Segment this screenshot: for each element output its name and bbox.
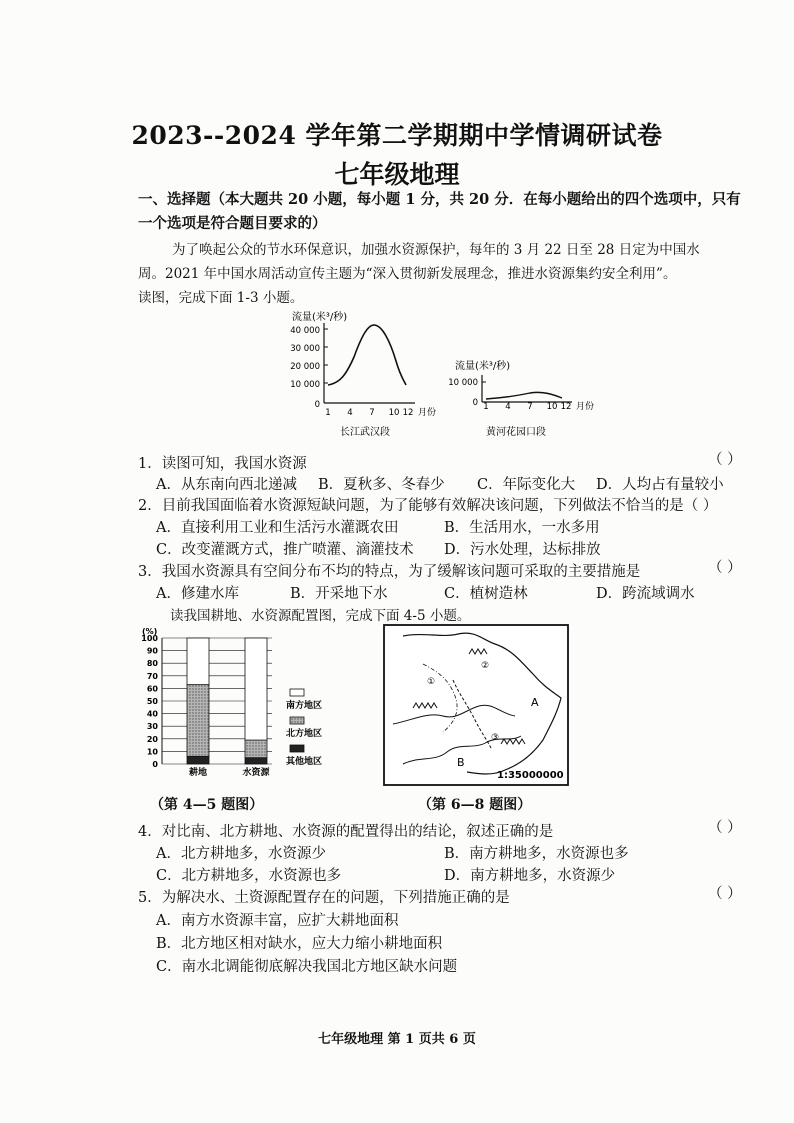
chart-ylabel: (%) [142,627,158,636]
y-tick-label: 90 [146,646,158,656]
q2-option-a: A．直接利用工业和生活污水灌溉农田 [156,520,399,536]
right-xtick-1: 1 [483,402,489,412]
q4-option-b: B．南方耕地多，水资源也多 [444,846,629,862]
x-category-label: 水资源 [242,768,270,778]
q1-answer-paren: （ ） [708,452,742,468]
intro-line3: 读图，完成下面 1-3 小题。 [138,290,304,306]
right-ytick-10000: 10 000 [448,378,478,388]
china-map-figure [383,624,569,786]
right-xtick-7: 7 [527,402,533,412]
right-xtick-4: 4 [505,402,511,412]
map-scale: 1:35000000 [497,770,564,781]
q1-option-c: C．年际变化大 [477,477,576,493]
river-flow-figure [280,305,620,445]
left-xtick-12: 12 [402,408,414,418]
q5-answer-paren: （ ） [708,886,742,902]
land-water-bar-chart [138,625,360,785]
q3-option-a: A．修建水库 [156,586,239,602]
intro-line1: 为了唤起公众的节水环保意识，加强水资源保护，每年的 3 月 22 日至 28 日定为中国水 [172,242,700,258]
caption-fig-6-8: （第 6—8 题图） [418,797,532,813]
yellow-river-flow-curve [486,392,562,399]
left-ylabel: 流量(米³/秒) [292,312,348,323]
legend-swatch [290,689,304,696]
q1-stem: 1．读图可知，我国水资源 [138,456,307,472]
right-ylabel: 流量(米³/秒) [455,361,511,372]
left-xtick-7: 7 [369,408,375,418]
map-label-a: A [531,696,539,709]
exam-subtitle: 七年级地理 [334,160,460,189]
left-ytick-30000: 30 000 [290,344,320,354]
q3-stem: 3．我国水资源具有空间分布不均的特点，为了缓解该问题可采取的主要措施是 [138,564,641,580]
y-tick-label: 40 [146,709,158,719]
bar-segment [245,740,267,758]
left-ytick-0: 0 [314,400,320,410]
y-tick-label: 70 [146,671,158,681]
map-marker-1: ① [427,677,436,687]
map-label-b: B [457,756,465,769]
bar-segment [245,638,267,740]
y-tick-label: 100 [141,634,158,643]
q2-option-d: D．污水处理，达标排放 [444,542,601,558]
q3-answer-paren: （ ） [708,560,742,576]
y-tick-label: 10 [146,747,158,757]
exam-title: 2023--2024 学年第二学期期中学情调研试卷 [131,121,663,150]
bar-segment [187,756,209,764]
q1-option-d: D．人均占有量较小 [596,477,724,493]
y-tick-label: 50 [146,697,158,706]
x-category-label: 耕地 [188,768,208,778]
q5-option-c: C．南水北调能彻底解决我国北方地区缺水问题 [156,959,458,975]
q5-option-b: B．北方地区相对缺水，应大力缩小耕地面积 [156,936,443,952]
left-xtick-4: 4 [347,408,353,418]
q1-option-a: A．从东南向西北递减 [156,477,297,493]
q1-option-b: B．夏秋多、冬春少 [318,477,445,493]
legend-swatch [290,717,304,724]
right-xtick-12: 12 [560,402,572,412]
read-instruction-2: 读我国耕地、水资源配置图，完成下面 4-5 小题。 [170,608,471,624]
q2-stem: 2．目前我国面临着水资源短缺问题，为了能够有效解决该问题，下列做法不恰当的是（ ） [138,498,718,514]
y-tick-label: 60 [146,684,158,694]
right-ytick-0: 0 [472,398,478,408]
left-ytick-40000: 40 000 [290,326,320,336]
q3-option-d: D．跨流域调水 [596,586,695,602]
right-caption: 黄河花园口段 [486,427,546,438]
legend-label: 南方地区 [286,701,323,711]
y-tick-label: 30 [146,722,158,732]
section-heading-line2: 一个选项是符合题目要求的） [138,215,327,232]
bar-segment [187,685,209,757]
map-marker-3: ③ [491,733,500,743]
left-ytick-10000: 10 000 [290,380,320,390]
bar-segment [187,638,209,685]
yangtze-flow-curve [328,325,406,385]
legend-swatch [290,745,304,752]
q5-stem: 5．为解决水、土资源配置存在的问题，下列措施正确的是 [138,890,510,906]
legend-label: 其他地区 [286,757,323,767]
q4-stem: 4．对比南、北方耕地、水资源的配置得出的结论，叙述正确的是 [138,824,554,840]
bar-segment [245,758,267,764]
q5-option-a: A．南方水资源丰富，应扩大耕地面积 [156,913,399,929]
q4-option-a: A．北方耕地多，水资源少 [156,846,326,862]
y-tick-label: 20 [146,734,158,744]
q4-option-d: D．南方耕地多，水资源少 [444,868,616,884]
left-caption: 长江武汉段 [340,427,390,438]
left-xtick-1: 1 [325,408,331,418]
intro-line2: 周。2021 年中国水周活动宣传主题为“深入贯彻新发展理念，推进水资源集约安全利用”。 [138,266,677,282]
q2-option-b: B．生活用水，一水多用 [444,520,600,536]
left-ytick-20000: 20 000 [290,362,320,372]
right-xunit: 月份 [576,402,595,412]
y-tick-label: 0 [152,760,158,769]
map-marker-2: ② [481,661,490,671]
left-xtick-10: 10 [388,408,400,418]
q4-answer-paren: （ ） [708,820,742,836]
section-heading-line1: 一、选择题（本大题共 20 小题，每小题 1 分，共 20 分．在每小题给出的四个选项中，只有 [138,191,741,208]
q3-option-c: C．植树造林 [444,586,528,602]
q4-option-c: C．北方耕地多，水资源也多 [156,868,342,884]
legend-label: 北方地区 [286,729,323,739]
q2-option-c: C．改变灌溉方式，推广喷灌、滴灌技术 [156,542,414,558]
page-footer: 七年级地理 第 1 页共 6 页 [318,1032,476,1047]
y-tick-label: 80 [146,659,158,669]
right-xtick-10: 10 [546,402,558,412]
left-xunit: 月份 [418,408,437,418]
caption-fig-4-5: （第 4—5 题图） [150,797,264,813]
q3-option-b: B．开采地下水 [290,586,388,602]
